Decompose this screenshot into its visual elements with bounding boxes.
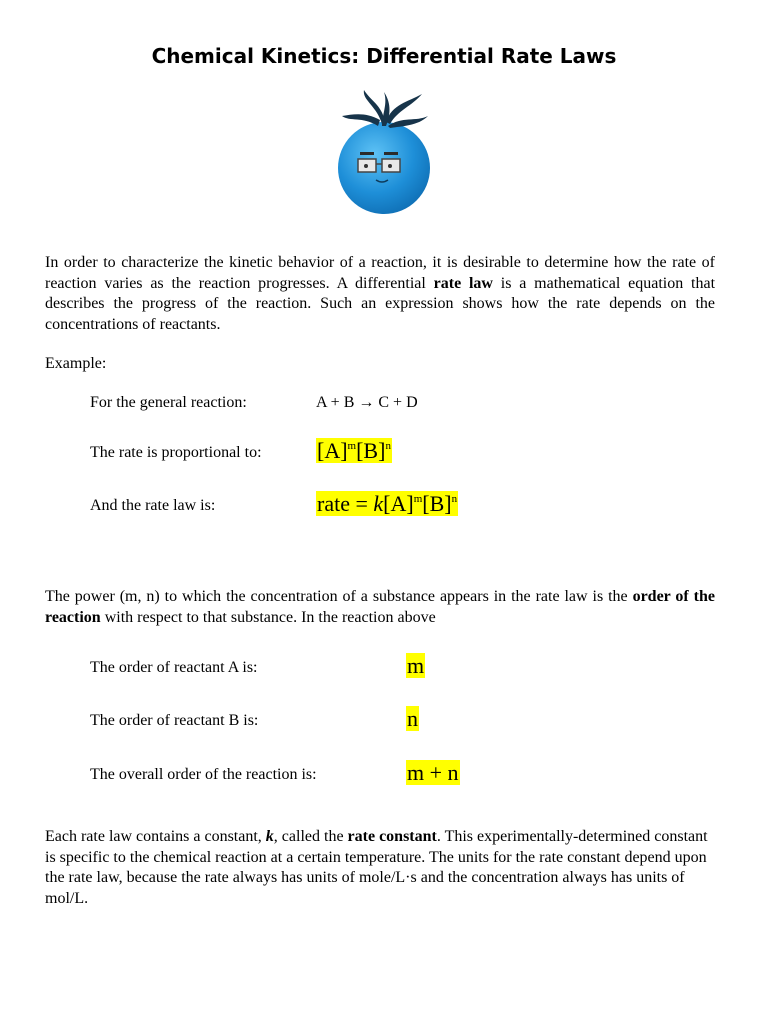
order-b-label: The order of reactant B is:	[90, 712, 259, 729]
mascot-icon	[332, 86, 436, 218]
general-reaction-equation: A + B → C + D	[316, 394, 418, 411]
page-title: Chemical Kinetics: Differential Rate Laws	[151, 44, 617, 68]
rate-law-label: And the rate law is:	[90, 497, 216, 514]
order-a-value: m	[407, 653, 425, 678]
order-a-label: The order of reactant A is:	[90, 659, 258, 676]
example-label: Example:	[45, 355, 107, 372]
proportional-expression: $[A]^m[B]^n$	[317, 438, 391, 463]
rate-law-term: rate law	[433, 274, 493, 292]
overall-order-label: The overall order of the reaction is:	[90, 766, 317, 783]
intro-paragraph: In order to characterize the kinetic behavior of a reaction, it is desirable to determine how the rate of reaction varies as the reaction progresses. A differential rate law is a mathematical equation that describes the progress of the reaction. Such an expression shows how the rate depends on the concentrations of reactants.	[45, 254, 716, 333]
rate-law-expression: rate = $k[A]^m[B]^n$	[317, 491, 458, 516]
order-b-value: n	[407, 706, 418, 731]
order-paragraph: The power (m, n) to which the concentration of a substance appears in the rate law is the order of the reaction with respect to that substance. In the reaction above	[45, 588, 715, 626]
rate-constant-paragraph: Each rate law contains a constant, k, called the rate constant. This experimentally-determined constant is specific to the chemical reaction at a certain temperature. The units for the rate constant depend upon the rate law, because the rate always has units of mole/L·s and the concentration always has units of mol/L.	[45, 828, 708, 907]
order-of-reaction-term: order of the reaction	[45, 588, 715, 626]
overall-order-value: m + n	[407, 760, 459, 785]
proportional-label: The rate is proportional to:	[90, 444, 262, 461]
rate-constant-term: rate constant	[347, 828, 437, 845]
general-reaction-label: For the general reaction:	[90, 394, 247, 411]
